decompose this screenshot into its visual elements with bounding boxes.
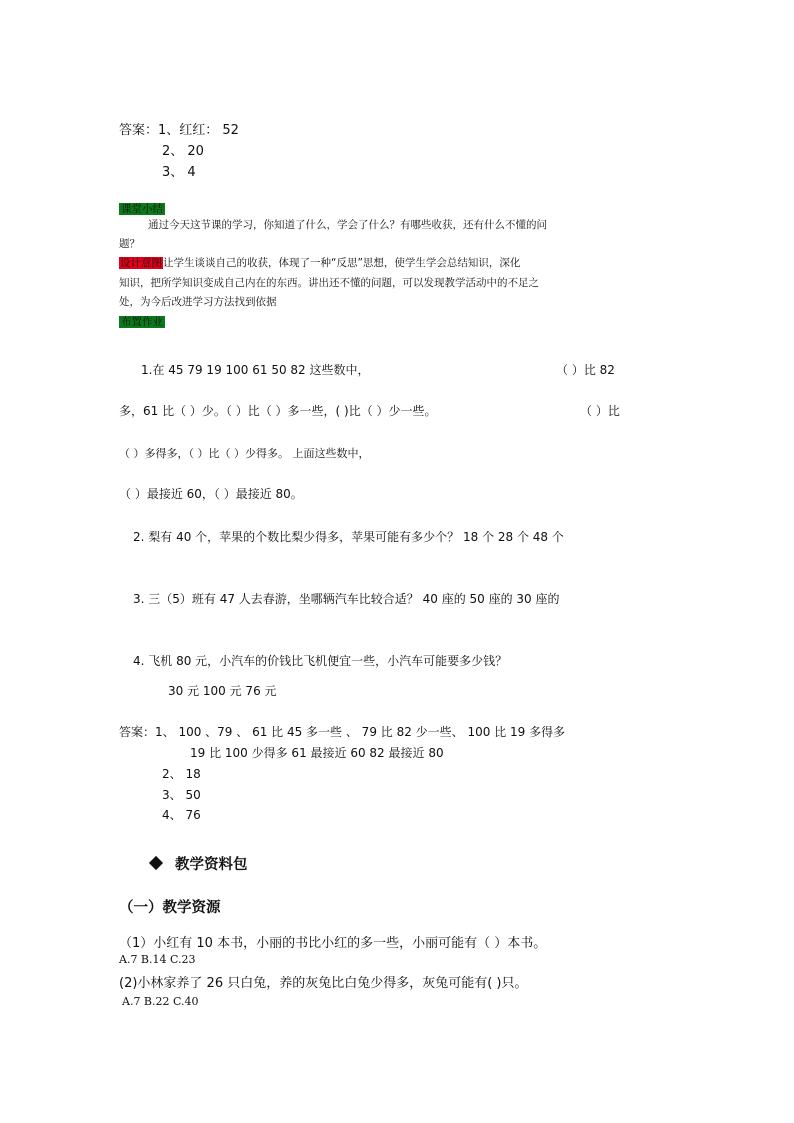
homework-q1-line-1-suffix: （ ）比 82: [556, 363, 615, 377]
summary-tag: [119, 199, 165, 217]
answer-line-3: 3、 4: [162, 165, 196, 180]
homework-tag-label: 布置作业: [121, 316, 163, 328]
homework-tag: [119, 312, 165, 330]
resource-subheading: （一）教学资源: [119, 900, 221, 916]
answers2-line-4: 3、 50: [162, 788, 201, 802]
homework-q4-options: 30 元 100 元 76 元: [168, 684, 277, 698]
design-intent-line-3: 处，为今后改进学习方法找到依据: [119, 296, 277, 308]
homework-q4: 4. 飞机 80 元，小汽车的价钱比飞机便宜一些，小汽车可能要多少钱？: [133, 654, 508, 668]
answers2-line-2: 19 比 100 少得多 61 最接近 60 82 最接近 80: [190, 746, 444, 760]
answers2-line-5: 4、 76: [162, 808, 201, 822]
design-intent-line-2: 知识，把所学知识变成自己内在的东西。讲出还不懂的问题，可以发现教学活动中的不足之: [119, 277, 539, 289]
answer-line-1: 答案：1、红红： 52: [119, 123, 239, 138]
homework-q2: 2. 梨有 40 个，苹果的个数比梨少得多，苹果可能有多少个？ 18 个 28 个 48 个: [133, 530, 564, 544]
resource-heading-text: 教学资料包: [175, 857, 248, 873]
answer-line-2: 2、 20: [162, 144, 204, 159]
answers2-line-3: 2、 18: [162, 767, 201, 781]
homework-q1-line-3: （ ）多得多，（ ）比（ ）少得多。 上面这些数中，: [119, 447, 370, 460]
diamond-bullet-icon: [149, 856, 163, 870]
homework-q1-line-4: （ ）最接近 60，（ ）最接近 80。: [119, 487, 303, 501]
summary-text-line-2: 题？: [119, 238, 140, 250]
summary-tag-label: 课堂小结: [121, 203, 163, 215]
homework-q1-line-1: 1.在 45 79 19 100 61 50 82 这些数中，: [141, 363, 370, 377]
answers2-line-1: 答案：1、 100 、79 、 61 比 45 多一些 、 79 比 82 少一些、 100 比 19 多得多: [119, 725, 566, 739]
design-intent-text-1: 让学生谈谈自己的收获，体现了一种“反思”思想，使学生学会总结知识，深化: [163, 257, 521, 269]
resource-q1-options: A.7 B.14 C.23: [119, 953, 196, 966]
resource-q1: （1）小红有 10 本书，小丽的书比小红的多一些，小丽可能有（ ）本书。: [119, 936, 547, 951]
homework-q1-line-2: 多，61 比（ ）少。（ ）比（ ）多一些，( )比（ ）少一些。: [119, 404, 437, 418]
design-intent-line-1: [119, 255, 520, 272]
resource-heading: [151, 853, 248, 874]
homework-q1-line-2-suffix: （ ）比: [580, 404, 620, 418]
design-intent-tag: 设计意图: [120, 257, 162, 269]
homework-q3: 3. 三（5）班有 47 人去春游，坐哪辆汽车比较合适？ 40 座的 50 座的 30 座的: [133, 592, 560, 606]
summary-text-line-1: 通过今天这节课的学习，你知道了什么，学会了什么？有哪些收获，还有什么不懂的问: [148, 219, 547, 231]
resource-q2: (2)小林家养了 26 只白兔，养的灰兔比白兔少得多，灰兔可能有( )只。: [119, 976, 528, 991]
resource-q2-options: A.7 B.22 C.40: [122, 995, 199, 1008]
